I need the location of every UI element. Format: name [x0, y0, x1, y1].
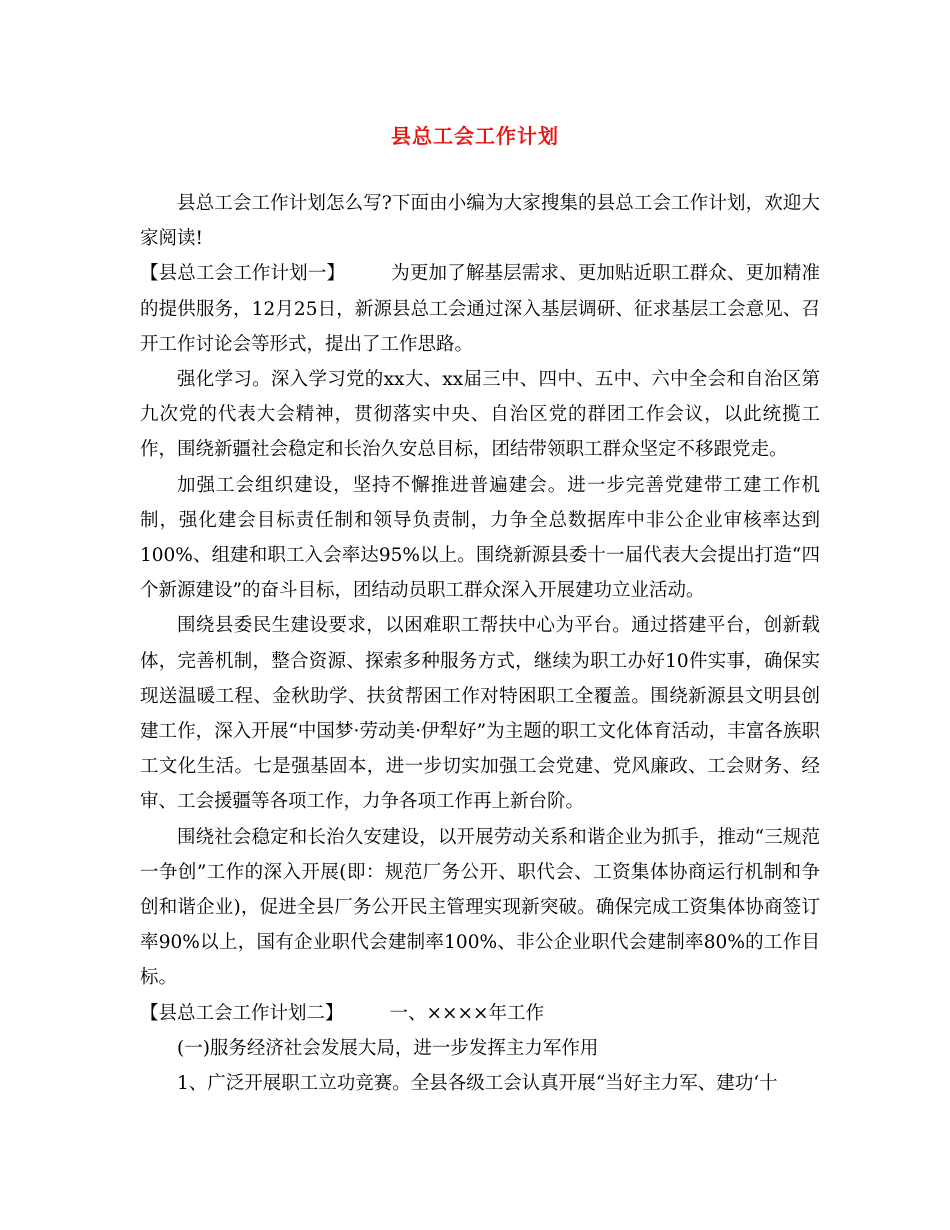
intro-paragraph: 县总工会工作计划怎么写?下面由小编为大家搜集的县总工会工作计划，欢迎大家阅读! — [140, 193, 820, 250]
document-title: 县总工会工作计划 — [391, 124, 559, 148]
document-body — [140, 186, 820, 1101]
section1-paragraph: 围绕社会稳定和长治久安建设，以开展劳动关系和谐企业为抓手，推动“三规范一争创”工作的深入开展(即：规范厂务公开、职代会、工资集体协商运行机制和争创和谐企业)，促进全县厂务公开民主管理实现新突破。确保完成工资集体协商签订率90%以上，国有企业职代会建制率100%、非公企业职代会建制率80%的工作目标。 — [140, 826, 820, 989]
section2-lead-text: 一、××××年工作 — [389, 1002, 545, 1024]
section1-tag: 【县总工会工作计划一】 — [140, 263, 346, 285]
section1-paragraph: 围绕县委民生建设要求，以困难职工帮扶中心为平台。通过搭建平台，创新载体，完善机制，整合资源、探索多种服务方式，继续为职工办好10件实事，确保实现送温暖工程、金秋助学、扶贫帮困工作对特困职工全覆盖。围绕新源县文明县创建工作，深入开展“中国梦·劳动美·伊犁好”为主题的职工文化体育活动，丰富各族职工文化生活。七是强基固本，进一步切实加强工会党建、党风廉政、工会财务、经审、工会援疆等各项工作，力争各项工作再上新台阶。 — [140, 615, 820, 813]
section1-paragraph: 强化学习。深入学习党的xx大、xx届三中、四中、五中、六中全会和自治区第九次党的代表大会精神，贯彻落实中央、自治区党的群团工作会议，以此统揽工作，围绕新疆社会稳定和长治久安总目标，团结带领职工群众坚定不移跟党走。 — [140, 369, 820, 461]
section2-item: 1、广泛开展职工立功竞赛。全县各级工会认真开展“当好主力军、建功‘十 — [177, 1073, 778, 1095]
section2-lead-paragraph — [140, 996, 820, 1031]
section1-lead-text: 为更加了解基层需求、更加贴近职工群众、更加精准的提供服务，12月25日，新源县总工会通过深入基层调研、征求基层工会意见、召开工作讨论会等形式，提出了工作思路。 — [140, 263, 820, 355]
section2-tag: 【县总工会工作计划二】 — [140, 1002, 344, 1024]
section1-paragraph: 加强工会组织建设，坚持不懈推进普遍建会。进一步完善党建带工建工作机制，强化建会目标责任制和领导负责制，力争全总数据库中非公企业审核率达到100%、组建和职工入会率达95%以上。围绕新源县委十一届代表大会提出打造“四个新源建设”的奋斗目标，团结动员职工群众深入开展建功立业活动。 — [140, 474, 820, 602]
section1-lead-paragraph — [140, 256, 820, 362]
section2-subheading: (一)服务经济社会发展大局，进一步发挥主力军作用 — [177, 1037, 599, 1059]
